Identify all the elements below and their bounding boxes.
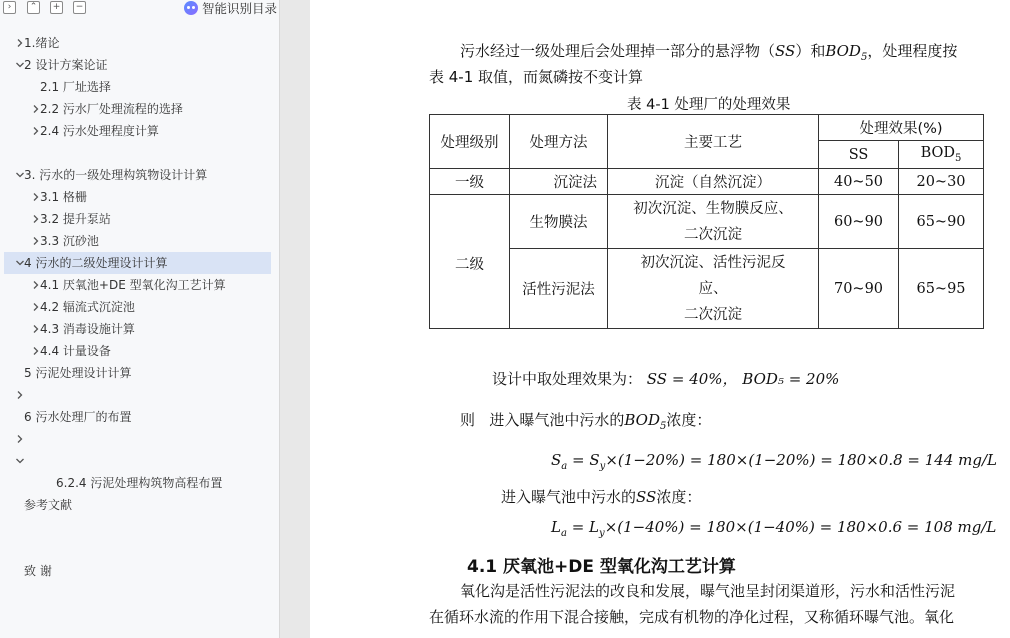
cell-method-3: 活性污泥法 [510,249,608,329]
cell-process-3: 初次沉淀、活性污泥反 应、 二次沉淀 [608,249,819,329]
toc-item[interactable] [4,362,271,384]
toc-item[interactable] [4,450,271,472]
toc-item[interactable] [4,142,271,164]
toc-item[interactable] [4,252,271,274]
sidebar-toolbar [0,0,279,18]
toc-item[interactable] [4,428,271,450]
section-heading-4-1: 4.1 厌氧池+DE 型氧化沟工艺计算 [467,557,736,577]
cell-ss-3: 70~90 [819,249,899,329]
document-page [310,0,1010,638]
toc-item-label: 6.2.4 污泥处理构筑物高程布置 [56,476,223,490]
cell-bod-3: 65~95 [899,249,984,329]
toc-item-label: 4.3 消毒设施计算 [40,322,135,336]
cell-method-1: 沉淀法 [510,169,608,195]
body-line-1: 氧化沟是活性污泥法的改良和发展，曝气池呈封闭渠道形，污水和活性污泥 [460,582,956,600]
toc-item-label: 3. 污水的一级处理构筑物设计计算 [24,168,208,182]
cell-bod-1: 20~30 [899,169,984,195]
toc-item-label: 2.4 污水处理程度计算 [40,124,159,138]
smart-toc-button[interactable] [184,0,277,16]
toc-item[interactable] [4,340,271,362]
body-line-2: 在循环水流的作用下混合接触，完成有机物的净化过程，又称循环曝气池。氧化 [429,608,955,626]
toc-item[interactable] [4,98,271,120]
smart-toc-label: 智能识别目录 [202,1,278,16]
toc-item-label: 致 谢 [24,564,52,578]
toc-item[interactable] [4,494,271,516]
paragraph-intro-line1: 污水经过一级处理后会处理掉一部分的悬浮物（SS）和$BOD_5$，处理程度按 [460,42,958,63]
toc-item[interactable] [4,164,271,186]
toc-item[interactable] [4,32,271,54]
then-line: 则 进入曝气池中污水的$BOD_5$浓度： [460,411,712,432]
toc-item[interactable] [4,318,271,340]
toc-item-label: 3.3 沉砂池 [40,234,99,248]
cell-level-1: 一级 [430,169,510,195]
ss-concentration-line: 进入曝气池中污水的SS浓度： [501,488,702,506]
header-process: 主要工艺 [608,115,819,169]
cell-ss-2: 60~90 [819,195,899,249]
design-effect-line: 设计中取处理效果为： SS = 40%， BOD₅ = 20% [492,370,840,388]
expand-icon[interactable]: › [3,1,16,14]
toc-item-label: 2.2 污水厂处理流程的选择 [40,102,183,116]
toc-item-label: 1.绪论 [24,36,60,50]
cell-bod-2: 65~90 [899,195,984,249]
remove-heading-icon[interactable]: − [73,1,86,14]
header-effect: 处理效果(%) [819,115,984,141]
paragraph-intro-line2: 表 4-1 取值，而氮磷按不变计算 [429,68,644,86]
toc-item[interactable] [4,538,271,560]
header-level: 处理级别 [430,115,510,169]
cell-process-1: 沉淀（自然沉淀） [608,169,819,195]
toc-item-label: 4.4 计量设备 [40,344,111,358]
toc-item-label: 参考文献 [24,498,73,512]
toc-item[interactable] [4,274,271,296]
toc-item[interactable] [4,76,271,98]
collapse-icon[interactable]: ⌃ [27,1,40,14]
equation-sa: $S_a = S_y\times(1-20\%) = 180\times(1-20\%) = 180\times 0.8 = 144$ mg/L [551,451,997,472]
toc-item[interactable] [4,54,271,76]
header-method: 处理方法 [510,115,608,169]
outline-sidebar [0,0,280,638]
toc-item[interactable] [4,230,271,252]
toc-item[interactable] [4,120,271,142]
toc-item-label: 4.1 厌氧池+DE 型氧化沟工艺计算 [40,278,226,292]
toc-item[interactable] [4,406,271,428]
toc-item-label: 6 污水处理厂的布置 [24,410,132,424]
toc-item[interactable] [4,208,271,230]
toc-item-label: 2 设计方案论证 [24,58,108,72]
toc-item[interactable] [4,516,271,538]
toc-item[interactable] [4,384,271,406]
table-caption: 表 4-1 处理厂的处理效果 [627,97,791,113]
header-bod: $BOD_5$ [899,141,984,169]
toc-item[interactable] [4,560,271,582]
toc-item-label: 2.1 厂址选择 [40,80,111,94]
cell-method-2: 生物膜法 [510,195,608,249]
equation-la: $L_a = L_y\times(1-40\%) = 180\times(1-40\%) = 180\times 0.6 = 108$ mg/L [551,518,997,539]
toc-item-label: 4.2 辐流式沉淀池 [40,300,135,314]
treatment-effect-table [429,114,984,329]
cell-ss-1: 40~50 [819,169,899,195]
chevron-right-icon[interactable] [14,384,26,406]
chevron-right-icon[interactable] [14,428,26,450]
header-ss: SS [819,141,899,169]
cell-level-2: 二级 [430,195,510,329]
add-heading-icon[interactable]: + [50,1,63,14]
toc-item[interactable] [4,186,271,208]
ai-assistant-icon [184,1,198,15]
toc-item-label: 4 污水的二级处理设计计算 [24,256,168,270]
toc-item-label: 3.2 提升泵站 [40,212,111,226]
toc-item[interactable] [4,472,271,494]
toc-item-label: 3.1 格栅 [40,190,87,204]
cell-process-2: 初次沉淀、生物膜反应、 二次沉淀 [608,195,819,249]
toc-item-label: 5 污泥处理设计计算 [24,366,132,380]
chevron-down-icon[interactable] [14,450,26,472]
toc-item[interactable] [4,296,271,318]
